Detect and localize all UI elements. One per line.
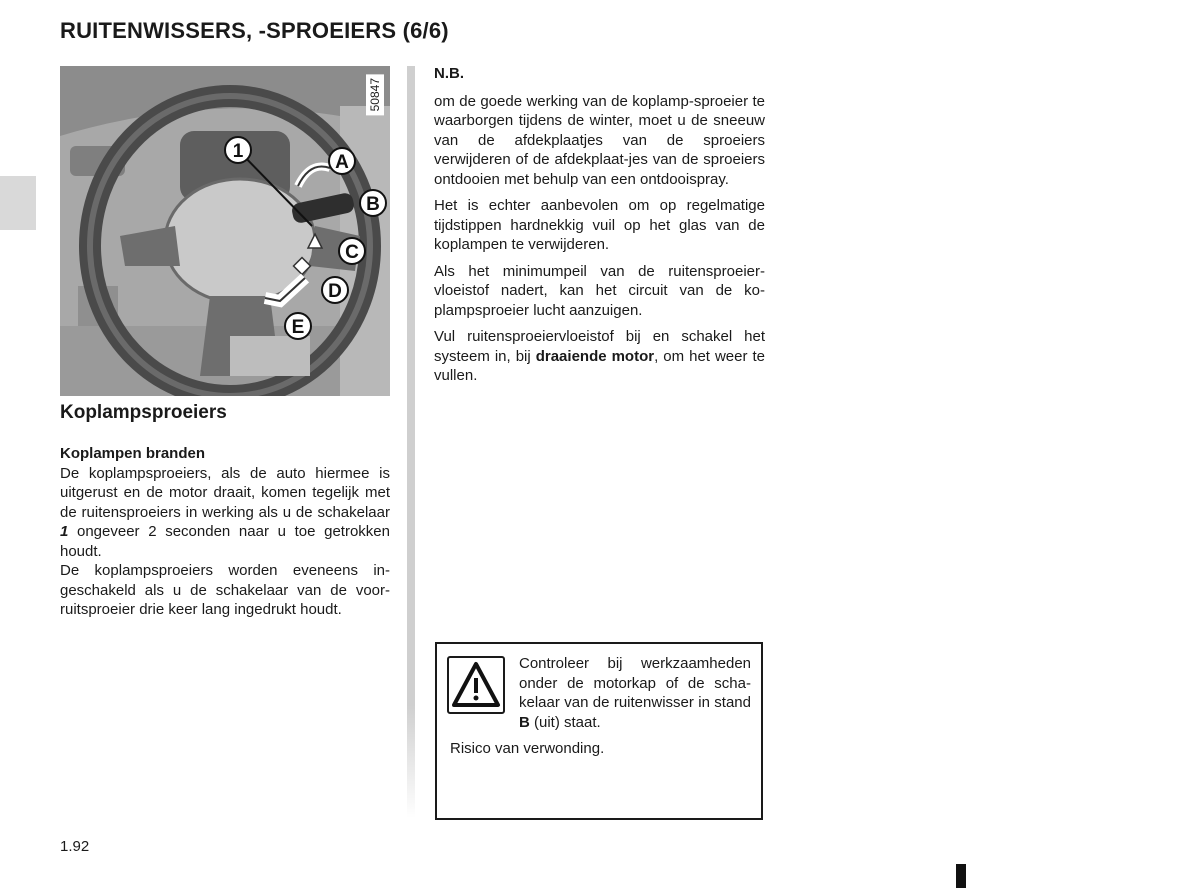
paragraph: om de goede werking van de koplamp-sproeier te waarborgen tijdens de winter, moet u de sneeuw van de afdekplaatjes van de sproeiers verwijderen of de afdekplaat-jes van de sproeiers ontdooien met behulp van een ontdooispray.	[434, 92, 765, 188]
page-number: 1.92	[60, 838, 90, 855]
callout-a: A	[335, 152, 349, 173]
figure-code: 50847	[366, 74, 384, 115]
callout-d: D	[328, 281, 342, 302]
section-heading: Koplampsproeiers	[60, 402, 227, 423]
column-divider	[407, 66, 415, 818]
text-run: De koplampsproeiers, als de auto hiermee is uitgerust en de motor draait, komen tegelijk met de ruitensproeiers in werking als u de schakelaar	[60, 464, 390, 521]
warning-text	[519, 654, 751, 732]
emphasis: draaiende motor	[535, 347, 655, 365]
callout-b: B	[366, 194, 380, 215]
text-run: Controleer bij werkzaamheden onder de motorkap of de scha-kelaar van de ruitenwisser in stand	[519, 655, 751, 711]
paragraph	[434, 327, 765, 386]
callout-e: E	[291, 317, 305, 338]
emphasis: B	[519, 713, 530, 731]
right-column	[434, 64, 765, 393]
sub-heading: Koplampen branden	[60, 445, 206, 462]
callout-1: 1	[232, 141, 244, 162]
chapter-tab	[0, 176, 36, 230]
left-column	[60, 402, 390, 620]
warning-risk: Risico van verwonding.	[450, 740, 605, 757]
text-run: , om het weer te vullen.	[434, 347, 765, 384]
edge-mark	[956, 864, 966, 888]
text-run: Vul ruitensproeiervloeistof bij en schakel het systeem in, bij	[434, 328, 765, 365]
paragraph: Als het minimumpeil van de ruitensproeier-vloeistof nadert, kan het circuit van de ko-plampsproeier lucht aanzuigen.	[434, 262, 765, 319]
warning-box	[435, 642, 763, 820]
paragraph	[60, 464, 390, 562]
text-run: (uit) staat.	[529, 713, 601, 731]
callout-c: C	[345, 242, 359, 263]
paragraph: Het is echter aanbevolen om op regelmatige tijdstippen hardnekkig vuil op het glas van de koplampen te verwijderen.	[434, 197, 765, 253]
paragraph: De koplampsproeiers worden eveneens in-geschakeld als u de schakelaar van de voor-ruitsproeier drie keer lang ingedrukt houdt.	[60, 562, 390, 618]
nb-label: N.B.	[434, 65, 464, 82]
text-run: ongeveer 2 seconden naar u toe getrokken houdt.	[60, 523, 390, 560]
warning-triangle-icon	[447, 656, 505, 714]
switch-reference: 1	[60, 523, 69, 540]
steering-wheel-illustration	[60, 66, 390, 396]
page-title: RUITENWISSERS, -SPROEIERS (6/6)	[60, 18, 449, 43]
